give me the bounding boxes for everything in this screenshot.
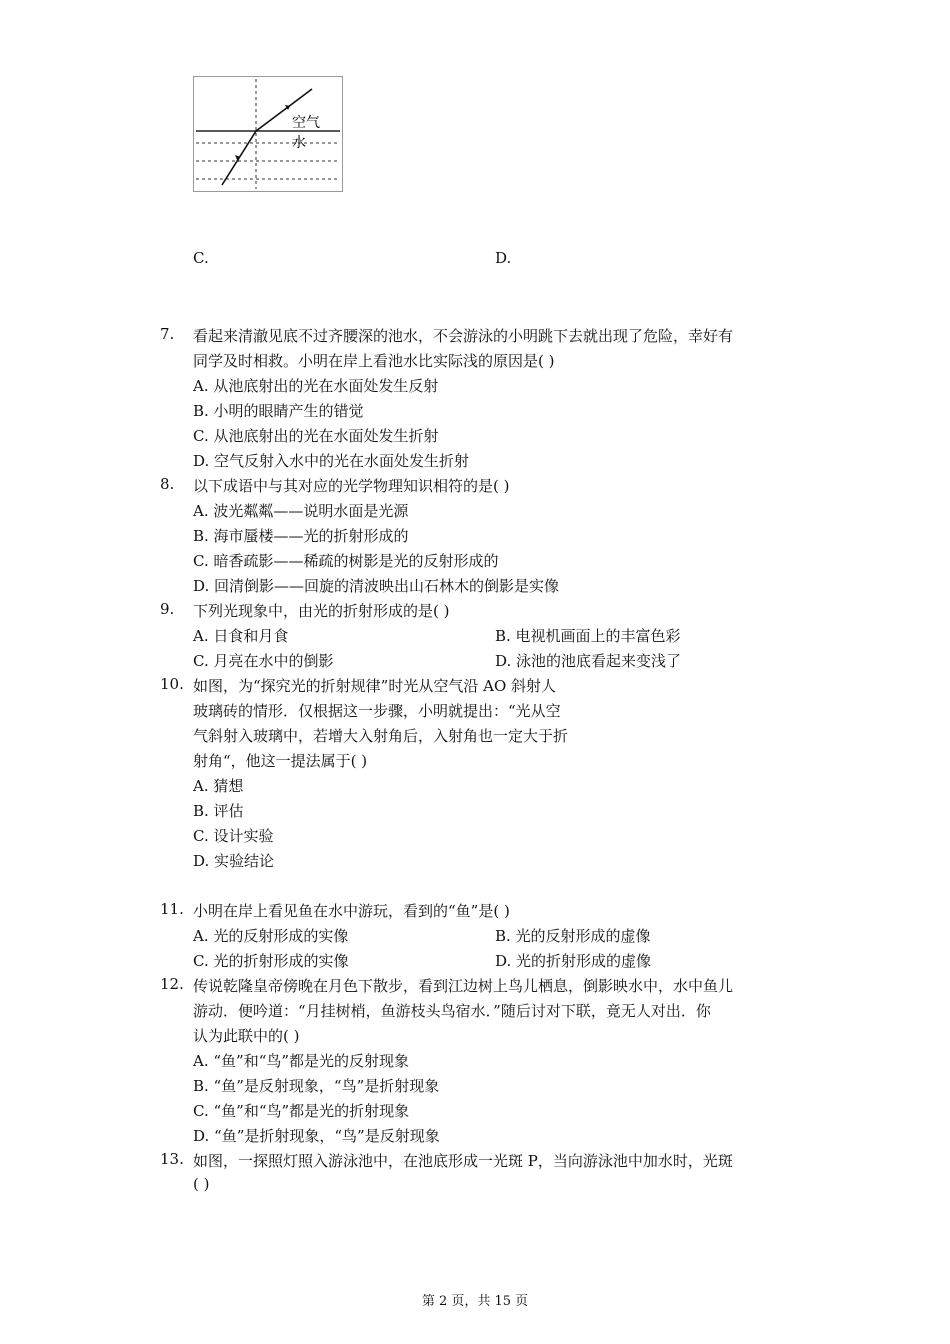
option-a: A. “鱼”和“鸟”都是光的反射现象	[193, 1052, 410, 1070]
question-number: 12.	[160, 975, 184, 993]
water-label: 水	[292, 135, 306, 151]
option-c: C. “鱼”和“鸟”都是光的折射现象	[193, 1102, 410, 1120]
question-text: 同学及时相救。小明在岸上看池水比实际浅的原因是( )	[193, 352, 555, 370]
option-a: A. 日食和月食	[193, 627, 289, 645]
option-c: C. 设计实验	[193, 827, 274, 845]
question-text: 传说乾隆皇帝傍晚在月色下散步，看到江边树上鸟儿栖息，倒影映水中，水中鱼儿	[193, 977, 734, 995]
question-number: 11.	[160, 900, 184, 918]
question-text: 下列光现象中，由光的折射形成的是( )	[193, 602, 450, 620]
air-label: 空气	[292, 115, 320, 131]
question-number: 9.	[160, 600, 175, 618]
option-d: D. 回清倒影——回旋的清波映出山石林木的倒影是实像	[193, 577, 560, 595]
option-a: A. 从池底射出的光在水面处发生反射	[193, 377, 439, 395]
question-text: 射角“，他这一提法属于( )	[193, 752, 368, 770]
option-d: D. 空气反射入水中的光在水面处发生折射	[193, 452, 470, 470]
option-b: B. 小明的眼睛产生的错觉	[193, 402, 364, 420]
question-text: ( )	[193, 1175, 210, 1193]
question-number: 10.	[160, 675, 184, 693]
question-number: 7.	[160, 325, 175, 343]
option-d: D. 泳池的池底看起来变浅了	[495, 652, 682, 670]
question-text: 游动．便吟道：“月挂树梢，鱼游枝头鸟宿水．”随后讨对下联，竟无人对出．你	[193, 1002, 711, 1020]
question-text: 如图，一探照灯照入游泳池中，在池底形成一光斑 P，当向游泳池中加水时，光斑	[193, 1152, 733, 1170]
option-d: D. 光的折射形成的虚像	[495, 952, 652, 970]
option-a: A. 光的反射形成的实像	[193, 927, 349, 945]
question-text: 看起来清澈见底不过齐腰深的池水，不会游泳的小明跳下去就出现了危险，幸好有	[193, 327, 734, 345]
option-b: B. “鱼”是反射现象，“鸟”是折射现象	[193, 1077, 440, 1095]
question-text: 认为此联中的( )	[193, 1027, 300, 1045]
page-footer: 第 2 页，共 15 页	[421, 1294, 529, 1309]
question-number: 8.	[160, 475, 175, 493]
question-number: 13.	[160, 1150, 184, 1168]
question-text: 玻璃砖的情形．仅根据这一步骤，小明就提出：“光从空	[193, 702, 561, 720]
option-b: B. 海市蜃楼——光的折射形成的	[193, 527, 409, 545]
option-a: A. 波光粼粼——说明水面是光源	[193, 502, 409, 520]
prev-option-c: C.	[193, 249, 209, 267]
question-text: 气斜射入玻璃中，若增大入射角后，入射角也一定大于折	[193, 727, 569, 745]
prev-option-d: D.	[495, 249, 512, 267]
refraction-figure	[193, 76, 343, 192]
option-b: B. 评估	[193, 802, 244, 820]
option-c: C. 光的折射形成的实像	[193, 952, 349, 970]
question-text: 小明在岸上看见鱼在水中游玩，看到的“鱼”是( )	[193, 902, 510, 920]
question-text: 如图，为“探究光的折射规律”时光从空气沿 AO 斜射人	[193, 677, 557, 695]
option-d: D. 实验结论	[193, 852, 275, 870]
question-text: 以下成语中与其对应的光学物理知识相符的是( )	[193, 477, 510, 495]
option-a: A. 猜想	[193, 777, 244, 795]
option-c: C. 月亮在水中的倒影	[193, 652, 334, 670]
option-c: C. 暗香疏影——稀疏的树影是光的反射形成的	[193, 552, 499, 570]
option-d: D. “鱼”是折射现象，“鸟”是反射现象	[193, 1127, 440, 1145]
option-b: B. 光的反射形成的虚像	[495, 927, 651, 945]
option-c: C. 从池底射出的光在水面处发生折射	[193, 427, 439, 445]
option-b: B. 电视机画面上的丰富色彩	[495, 627, 681, 645]
